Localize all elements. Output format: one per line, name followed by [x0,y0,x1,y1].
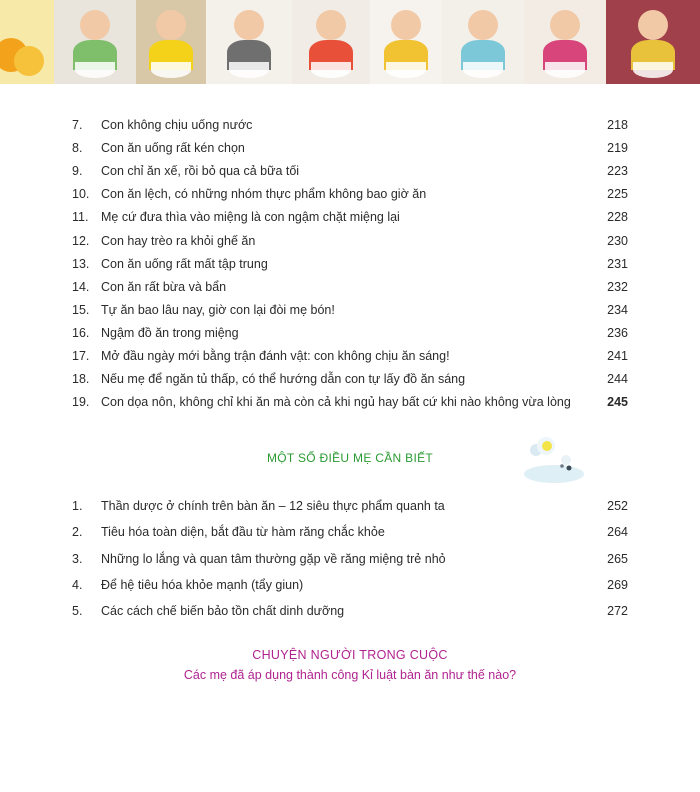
toc-title: Con ăn lệch, có những nhóm thực phẩm không bao giờ ăn [101,187,427,202]
toc-page-number: 234 [607,302,628,317]
toc-row [72,184,628,204]
toc-number: 12. [72,233,90,248]
toc-title: Mở đầu ngày mới bằng trận đánh vật: con không chịu ăn sáng! [101,349,450,363]
baby-photo-7 [524,0,606,84]
toc-number: 13. [72,256,90,271]
toc-row [72,549,628,569]
toc-page-number: 245 [607,395,628,410]
toc-page-number: 272 [607,604,628,619]
toc-number: 4. [72,577,83,592]
toc-row [72,277,628,297]
baby-photo-1 [54,0,136,84]
toc-row [72,346,628,366]
toc-row [72,575,628,595]
toc-number: 17. [72,349,90,363]
baby-photo-8 [606,0,700,84]
toc-title: Ngậm đồ ăn trong miệng [101,325,239,340]
toc-row [72,254,628,274]
toc-page-number: 228 [607,210,628,225]
toc-row [72,161,628,181]
flower-decoration [514,430,586,490]
photo-banner [0,0,700,84]
toc-number: 19. [72,395,90,410]
toc-number: 10. [72,187,90,202]
toc-page-number: 264 [607,525,628,540]
toc-number: 1. [72,499,83,513]
toc-title: Các cách chế biến bảo tồn chất dinh dưỡng [101,604,345,619]
toc-number: 16. [72,325,90,340]
toc-title: Tiêu hóa toàn diện, bắt đầu từ hàm răng chắc khỏe [101,525,385,540]
toc-number: 5. [72,604,83,619]
toc-title: Nếu mẹ để ngăn tủ thấp, có thể hướng dẫn con tự lấy đồ ăn sáng [101,372,466,387]
toc-page-number: 219 [607,141,628,156]
toc-page-number: 218 [607,118,628,132]
toc-title: Thần dược ở chính trên bàn ăn – 12 siêu thực phẩm quanh ta [101,499,445,513]
toc-number: 2. [72,525,83,540]
toc-page-number: 223 [607,164,628,179]
toc-title: Con hay trèo ra khỏi ghế ăn [101,233,256,248]
section-subtitle-chuyen-nguoi: Các mẹ đã áp dụng thành công Kỉ luật bàn ăn như thế nào? [183,668,517,682]
toc-page-number: 244 [607,372,628,387]
baby-photo-5 [370,0,442,84]
toc-number: 11. [72,210,89,225]
toc-title: Những lo lắng và quan tâm thường gặp về răng miệng trẻ nhỏ [101,551,446,566]
toc-row [72,207,628,227]
section-title-can-biet: MỘT SỐ ĐIỀU MẸ CẦN BIẾT [266,451,434,465]
toc-row [72,522,628,542]
toc-number: 9. [72,164,83,179]
toc-title: Mẹ cứ đưa thìa vào miệng là con ngậm chặt miệng lại [101,210,400,225]
toc-row [72,369,628,389]
toc-page-number: 236 [607,325,628,340]
toc-page-number: 269 [607,577,628,592]
toc-row [72,138,628,158]
toc-row [72,392,628,412]
toc-page-number: 231 [607,256,628,271]
toc-title: Để hệ tiêu hóa khỏe mạnh (tẩy giun) [101,577,304,592]
toc-page-number: 225 [607,187,628,202]
toc-number: 8. [72,141,83,156]
toc-page-number: 241 [607,349,628,363]
toc-title: Con không chịu uống nước [101,118,253,132]
toc-title: Con ăn uống rất kén chọn [101,141,245,156]
baby-photo-2 [136,0,206,84]
toc-title: Tự ăn bao lâu nay, giờ con lại đòi mẹ bón! [101,302,335,317]
toc-row [72,231,628,251]
fruit-photo [0,0,54,84]
baby-photo-3 [206,0,292,84]
toc-title: Con ăn uống rất mất tập trung [101,256,268,271]
toc-title: Con ăn rất bừa và bẩn [101,279,227,294]
toc-row [72,496,628,516]
toc-title: Con chỉ ăn xế, rồi bỏ qua cả bữa tối [101,164,300,179]
toc-number: 15. [72,302,90,317]
toc-number: 18. [72,372,90,387]
section-title-chuyen-nguoi: CHUYỆN NGƯỜI TRONG CUỘC [252,648,448,662]
toc-page-number: 265 [607,551,628,566]
toc-row [72,601,628,621]
toc-page-number: 230 [607,233,628,248]
toc-number: 3. [72,551,83,566]
toc-row [72,323,628,343]
toc-number: 7. [72,118,83,132]
toc-title: Con dọa nôn, không chỉ khi ăn mà còn cả khi ngủ hay bất cứ khi nào không vừa lòng [101,395,571,410]
baby-photo-6 [442,0,524,84]
toc-page-number: 252 [607,499,628,513]
toc-number: 14. [72,279,90,294]
toc-page-number: 232 [607,279,628,294]
toc-row [72,115,628,135]
toc-row [72,300,628,320]
baby-photo-4 [292,0,370,84]
